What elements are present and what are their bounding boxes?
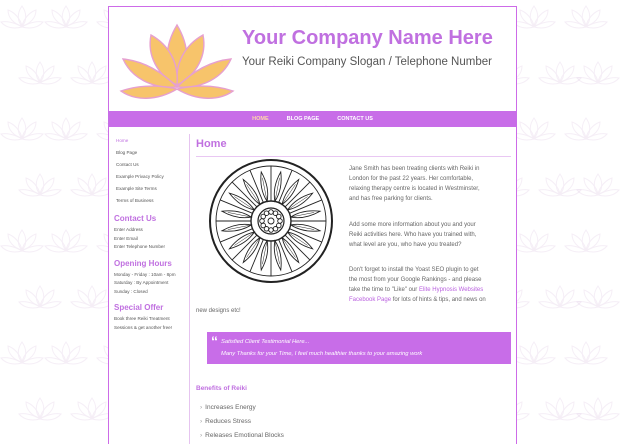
quote-icon: “ [211,333,218,349]
seo-line-2: the most from your Google Rankings - and please [349,277,482,283]
sidebar-link-blog-page[interactable]: Blog Page [116,150,138,155]
background-lotus-icon [44,228,88,254]
seo-line-3-text: take the time to "Like" our [349,287,419,293]
sidebar-link-terms-of-business[interactable]: Terms of Business [116,198,154,203]
opening-hours-heading: Opening Hours [114,258,172,268]
seo-line-4-text: for lots of hints & tips, and news on [391,297,486,303]
info-line-3: what level are you, who have you treated? [349,242,462,248]
offer-line-2: Sessions & get another free! [114,324,172,330]
hours-weekdays: Monday - Friday : 10am - 8pm [114,271,176,277]
background-lotus-icon [564,340,608,366]
contact-heading: Contact Us [114,214,157,223]
mandala-icon [207,157,335,285]
seo-paragraph [349,265,486,305]
testimonial-text: Many Thanks for your Time, I feel much healthier thanks to your amazing work [221,351,423,357]
sidebar [114,135,187,332]
background-lotus-icon [44,340,88,366]
background-lotus-icon [512,4,556,30]
background-lotus-icon [576,284,620,310]
info-paragraph [349,220,476,250]
background-lotus-icon [576,396,620,422]
background-lotus-icon [18,284,62,310]
contact-email: Enter Email [114,235,138,241]
background-lotus-icon [512,228,556,254]
site-header [109,7,516,110]
background-lotus-icon [564,116,608,142]
page-container [108,6,517,444]
benefit-item [200,404,256,411]
info-line-2: Reiki activities here. Who have you trained with, [349,232,477,238]
background-lotus-icon [576,172,620,198]
seo-line-1: Don't forget to install the Yoast SEO plugin to get [349,267,479,273]
nav-contact-us[interactable]: CONTACT US [337,116,373,122]
intro-line-1: Jane Smith has been treating clients with Reiki in [349,166,480,172]
benefits-heading: Benefits of Reiki [196,385,247,392]
main-nav [108,111,517,127]
chevron-right-icon: › [200,432,203,439]
background-lotus-icon [564,228,608,254]
contact-telephone: Enter Telephone Number [114,244,165,249]
page-title: Home [196,138,227,150]
intro-line-2: London for the past 22 years. Her comfortable, [349,176,474,182]
offer-line-1: Book three Reiki Treatment [114,316,170,321]
sidebar-link-site-terms[interactable]: Example Site Terms [116,186,157,191]
sidebar-link-home[interactable]: Home [116,138,129,143]
facebook-page-link[interactable]: Facebook Page [349,297,392,303]
seo-line-5: new designs etc! [196,308,241,314]
background-lotus-icon [576,60,620,86]
sidebar-link-contact-us[interactable]: Contact Us [116,162,139,167]
intro-paragraph [349,164,480,204]
benefit-item [200,418,251,425]
benefit-label: Increases Energy [205,404,256,411]
main-content [196,134,511,444]
sidebar-divider [189,134,190,444]
chevron-right-icon: › [200,418,203,425]
elite-hypnosis-link[interactable]: Elite Hypnosis Websites [418,287,484,293]
testimonial-title: Satisfied Client Testimonial Here... [221,339,310,345]
sidebar-link-privacy-policy[interactable]: Example Privacy Policy [116,174,164,179]
background-lotus-icon [0,228,44,254]
background-lotus-icon [0,340,44,366]
company-slogan: Your Reiki Company Slogan / Telephone Number [242,56,492,68]
chevron-right-icon: › [200,404,203,411]
intro-line-4: and has free parking for clients. [349,196,433,202]
background-lotus-icon [0,4,44,30]
nav-home[interactable]: HOME [252,116,269,122]
testimonial-box [207,332,511,364]
contact-address: Enter Address [114,227,143,232]
intro-line-3: relaxing therapy centre is located in Westminster, [349,186,480,192]
seo-line-4 [349,295,486,305]
company-name: Your Company Name Here [242,27,493,49]
benefit-label: Reduces Stress [205,418,252,425]
hours-saturday: Saturday : By Appointment [114,280,169,285]
background-lotus-icon [564,4,608,30]
seo-line-3 [349,285,486,295]
benefit-label: Releases Emotional Blocks [205,432,284,439]
background-lotus-icon [0,116,44,142]
background-lotus-icon [44,4,88,30]
lotus-flower-icon[interactable] [115,19,239,105]
background-lotus-icon [18,396,62,422]
background-lotus-icon [18,172,62,198]
special-offer-heading: Special Offer [114,303,164,312]
info-line-1: Add some more information about you and your [349,222,476,228]
background-lotus-icon [512,340,556,366]
background-lotus-icon [44,116,88,142]
nav-blog-page[interactable]: BLOG PAGE [286,116,320,122]
benefit-item [200,432,284,439]
hours-sunday: Sunday : Closed [114,288,148,294]
background-lotus-icon [18,60,62,86]
background-lotus-icon [512,116,556,142]
